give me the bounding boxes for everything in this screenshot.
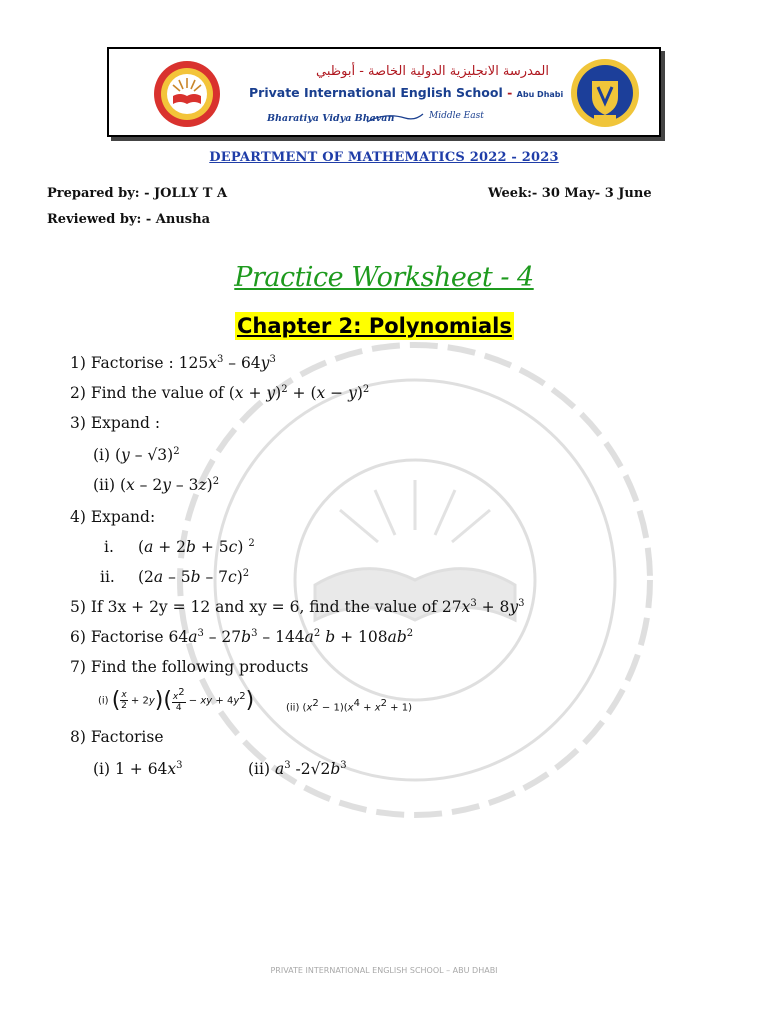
- question-5: [70, 598, 525, 616]
- question-3-part-ii-label: (ii): [93, 476, 120, 495]
- school-seal-left-icon: [153, 60, 221, 128]
- question-6: [70, 628, 413, 646]
- question-4-part-ii-expression: (2a – 5b – 7c)$^2$: [138, 568, 250, 587]
- week-range: Week:- 30 May- 3 June: [488, 186, 652, 201]
- prepared-by: Prepared by: - JOLLY T A: [47, 186, 228, 201]
- school-name: [249, 85, 563, 100]
- school-banner: [107, 47, 661, 137]
- chapter-heading: Chapter 2: Polynomials: [237, 314, 512, 338]
- reviewed-by: Reviewed by: - Anusha: [47, 212, 210, 227]
- question-2-expression: $(x + y)^2 + (x - y)^2$: [228, 384, 370, 403]
- question-3-part-i-label: (i): [93, 446, 115, 465]
- question-6-expression: $64a^3 - 27b^3 - 144a^2$ $b + 108ab^2$: [168, 628, 414, 647]
- question-3-part-ii: [93, 476, 219, 494]
- question-8-part-ii-expression: $a^3$ $-2√2b^3$: [274, 760, 347, 779]
- question-4-part-i-expression: (a + 2b + 5c) $^2$: [138, 538, 255, 557]
- worksheet-title: Practice Worksheet - 4: [234, 262, 534, 293]
- question-2-label: 2) Find the value of: [70, 384, 229, 403]
- department-heading: DEPARTMENT OF MATHEMATICS 2022 - 2023: [209, 150, 559, 165]
- school-name-text: Private International English School: [249, 85, 503, 100]
- question-8-part-ii: [248, 760, 347, 778]
- school-name-dash: -: [502, 85, 517, 100]
- question-4-part-ii-label: ii.: [100, 568, 115, 586]
- question-8-part-ii-label: (ii): [248, 760, 275, 779]
- question-7: 7) Find the following products: [70, 658, 309, 676]
- question-2: [70, 384, 369, 402]
- question-5-text: 5) If 3x + 2y = 12 and xy = 6, find the value of: [70, 598, 442, 617]
- question-1-expression: $125x^3 - 64y^3$: [178, 354, 276, 373]
- question-5-expression: $27x^3 + 8y^3$: [441, 598, 525, 617]
- page-footer: PRIVATE INTERNATIONAL ENGLISH SCHOOL – ABU DHABI: [270, 966, 498, 975]
- middle-east-label: Middle East: [429, 111, 484, 121]
- question-7-part-ii-label: (ii): [286, 702, 300, 714]
- school-city: Abu Dhabi: [516, 90, 564, 99]
- arabic-school-name: المدرسة الانجليزية الدولية الخاصة - أبوظبي: [316, 64, 549, 79]
- question-7-part-i-label: (i): [98, 695, 109, 707]
- question-8-part-i: [93, 760, 183, 778]
- question-3-part-i: [93, 446, 180, 464]
- school-seal-right-icon: [570, 57, 640, 129]
- question-3: 3) Expand :: [70, 414, 161, 432]
- question-1-label: 1) Factorise :: [70, 354, 179, 373]
- question-3-part-i-expression: (y – √3)$^2$: [114, 446, 180, 465]
- question-8-part-i-expression: $64x^3$: [147, 760, 183, 779]
- question-4: 4) Expand:: [70, 508, 156, 526]
- question-1: [70, 354, 276, 372]
- question-7-part-i: (i) ( $\frac{x}{2}$ + 2y)( $\frac{x^2}{4}$ − xy + $4y^2$): [98, 687, 255, 713]
- question-3-part-ii-expression: (x – 2y – 3z)$^2$: [119, 476, 220, 495]
- signature-swoosh-icon: [365, 110, 425, 126]
- question-6-label: 6) Factorise: [70, 628, 169, 647]
- bharatiya-vidya-bhavan: Bharatiya Vidya Bhavan: [267, 113, 395, 124]
- question-8: 8) Factorise: [70, 728, 164, 746]
- question-8-part-i-label: (i) 1 +: [93, 760, 148, 779]
- question-7-part-ii: (ii) $(x^2 - 1)(x^4 + x^2 + 1)$: [286, 698, 412, 714]
- question-4-part-i-label: i.: [104, 538, 114, 556]
